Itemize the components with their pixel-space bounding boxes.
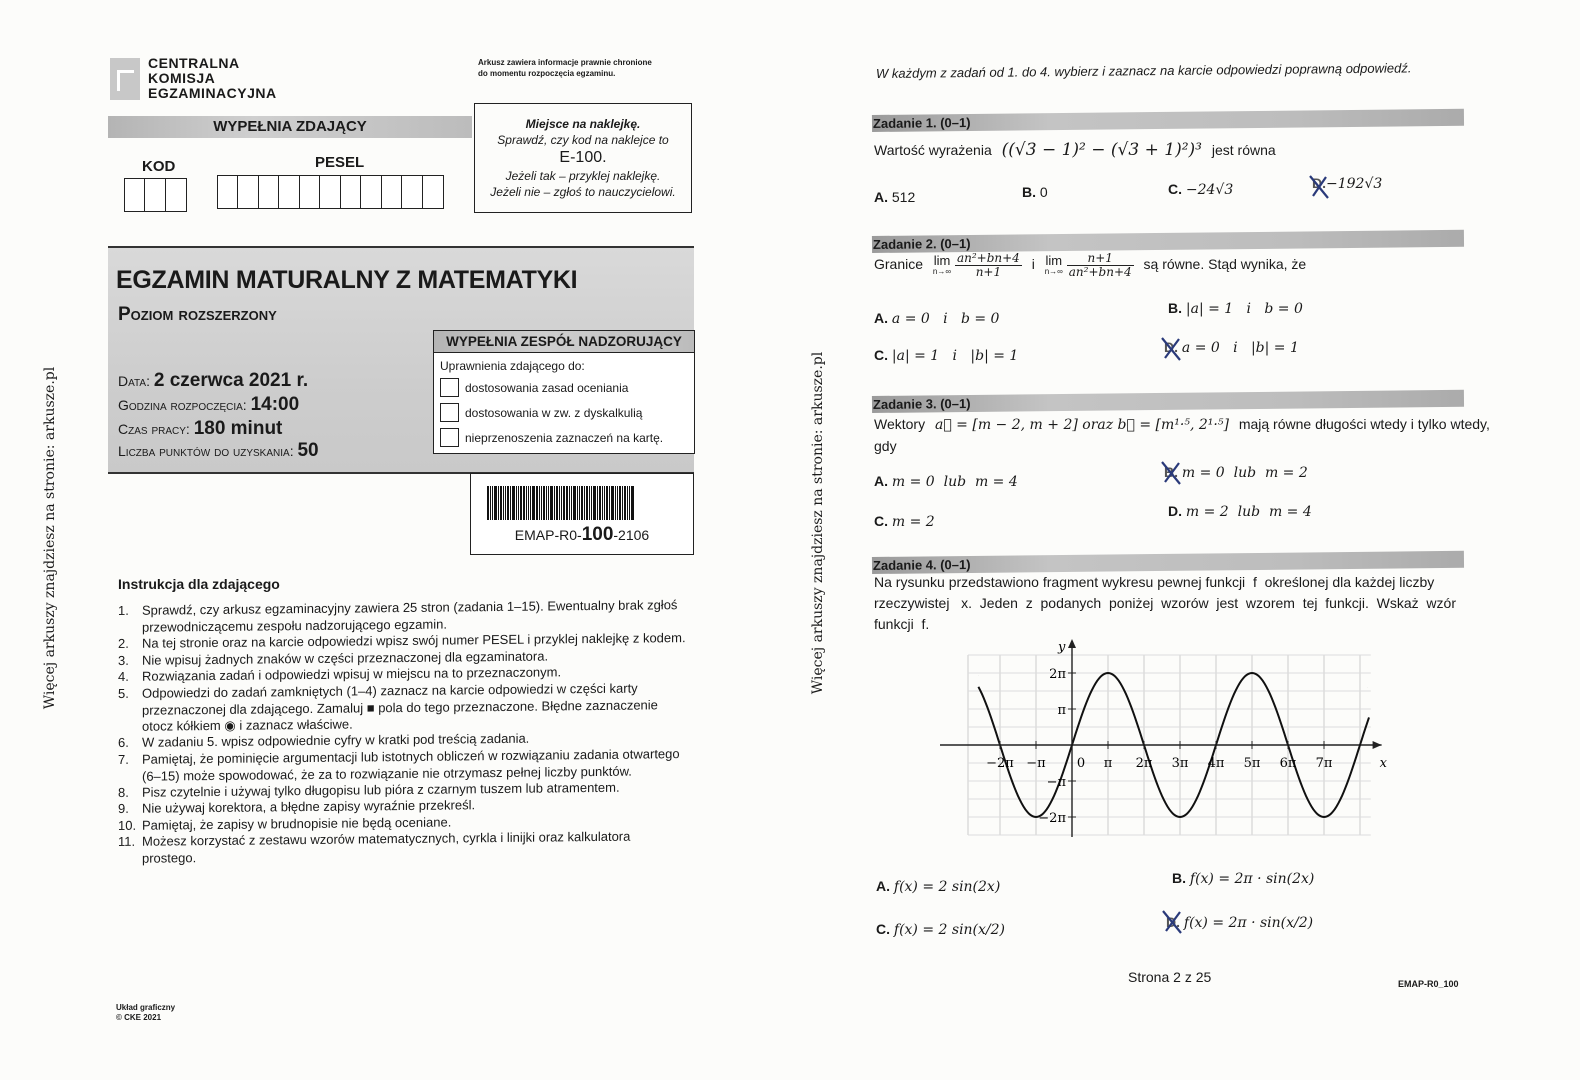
- lim-text: lim: [933, 252, 951, 268]
- checkbox-row[interactable]: [434, 400, 694, 425]
- checkbox-label: nieprzenoszenia zaznaczeń na kartę.: [465, 430, 664, 445]
- protected-note: [478, 57, 698, 79]
- date-value: 2 czerwca 2021 r.: [153, 370, 309, 391]
- checkbox-label: dostosowania zasad oceniania: [465, 380, 629, 395]
- task-4-option-b[interactable]: [1172, 870, 1314, 887]
- y-tick-label: −π: [1046, 775, 1066, 790]
- lim-text: lim: [1045, 252, 1063, 268]
- sticker-code: E-100.: [559, 149, 607, 166]
- option-text: |a| = 1 i b = 0: [1185, 301, 1303, 317]
- points-label: Liczba punktów do uzyskania:: [118, 443, 294, 459]
- task-3-text-a: Wektory: [874, 416, 926, 432]
- y-axis-arrow-icon: [1068, 639, 1076, 648]
- option-letter: D.: [1164, 339, 1178, 355]
- side-url-text: Więcej arkuszy znajdziesz na stronie: arkusze.pl: [42, 366, 58, 710]
- instruction-text: Nie wpisuj żadnych znaków w części przeznaczonej dla egzaminatora.: [142, 647, 549, 668]
- instruction-text: Pamiętaj, że zapisy w brudnopisie nie będą oceniane.: [142, 813, 452, 833]
- checkbox[interactable]: [440, 428, 459, 447]
- task-4-line-3: funkcji f.: [874, 616, 930, 632]
- instruction-number: 6.: [118, 734, 129, 750]
- task-2-option-d[interactable]: [1164, 339, 1299, 356]
- option-text: f(x) = 2 sin(x/2): [893, 922, 1006, 938]
- supervisors-header: WYPEŁNIA ZESPÓŁ NADZORUJĄCY: [434, 331, 694, 353]
- checkbox-row[interactable]: [434, 375, 694, 400]
- cke-logo-icon: [110, 58, 140, 100]
- pesel-boxes[interactable]: [218, 175, 444, 209]
- exam-level: Poziom rozszerzony: [118, 304, 277, 325]
- fraction-1-den: n+1: [975, 265, 1002, 279]
- x-tick-label: 0: [1076, 756, 1086, 771]
- duration-value: 180 minut: [193, 418, 283, 439]
- exam-start-time: [118, 394, 299, 416]
- logo-line-2: KOMISJA: [148, 70, 216, 86]
- option-text: m = 0 lub m = 2: [1181, 465, 1308, 481]
- points-value: 50: [297, 440, 319, 461]
- task-2-text-b: są równe. Stąd wynika, że: [1143, 256, 1307, 273]
- task-2-option-c[interactable]: [874, 347, 1018, 364]
- barcode-suffix: -2106: [613, 527, 650, 543]
- instruction-number: 1.: [118, 602, 129, 618]
- x-axis-arrow-icon: [1373, 741, 1382, 749]
- task-3-text: [874, 416, 1490, 433]
- task-2-option-b[interactable]: [1168, 300, 1303, 317]
- function-graph: [940, 637, 1390, 837]
- supervisors-box: [433, 330, 695, 454]
- footer: [116, 1003, 175, 1023]
- task-1-option-b[interactable]: [1022, 184, 1048, 200]
- option-text: −24√3: [1185, 182, 1234, 198]
- option-letter: D.: [1166, 914, 1180, 930]
- instruction-number: 10.: [118, 817, 137, 833]
- instruction-number: 2.: [118, 635, 129, 651]
- task-4-line-1: Na rysunku przedstawiono fragment wykresu pewnej funkcji f określonej dla każdej liczby: [874, 574, 1435, 590]
- task-3-header: Zadanie 3. (0–1): [872, 390, 1464, 413]
- option-text: a = 0 i b = 0: [891, 311, 1000, 327]
- protected-note-line-2: do momentu rozpoczęcia egzaminu.: [478, 69, 616, 78]
- task-3-text-c: gdy: [874, 438, 897, 454]
- option-text: f(x) = 2π · sin(x/2): [1183, 915, 1314, 931]
- x-axis-label: x: [1379, 756, 1387, 771]
- option-text: m = 2 lub m = 4: [1185, 504, 1312, 520]
- logo-line-1: CENTRALNA: [148, 55, 240, 71]
- instruction-text: Odpowiedzi do zadań zamkniętych (1–4) zaznacz na karcie odpowiedzi w części karty przeznaczonej dla zdającego. Zamaluj ■ pola do tego przeznaczone. Błędne zaznaczenie otocz kółkiem ◉ i zaznacz właściwe.: [142, 680, 658, 734]
- task-2-conj: i: [1031, 256, 1035, 273]
- option-letter: D.: [1312, 175, 1326, 191]
- fraction-1-num: an²+bn+4: [956, 251, 1020, 265]
- option-letter: C.: [1168, 181, 1182, 197]
- task-4-option-c[interactable]: [876, 921, 1005, 938]
- exam-date: [118, 370, 308, 392]
- sticker-line-1: Sprawdź, czy kod na naklejce to: [497, 133, 669, 147]
- instruction-number: 5.: [118, 685, 129, 701]
- barcode-icon: [487, 486, 677, 520]
- task-1-expression: ((√3 − 1)² − (√3 + 1)²)³: [1001, 140, 1202, 160]
- lim-sub: n→∞: [932, 266, 952, 276]
- instruction-text: Na tej stronie oraz na karcie odpowiedzi wpisz swój numer PESEL i przyklej naklejkę z kodem.: [142, 630, 686, 651]
- sticker-title: Miejsce na naklejkę.: [525, 117, 641, 131]
- y-tick-label: −2π: [1038, 811, 1066, 826]
- y-tick-label: 2π: [1049, 667, 1066, 682]
- instruction-number: 7.: [118, 751, 129, 767]
- option-text: m = 0 lub m = 4: [891, 474, 1018, 490]
- x-tick-label: 2π: [1135, 756, 1153, 771]
- task-3-option-d[interactable]: [1168, 503, 1312, 520]
- instruction-item: [118, 680, 688, 735]
- fraction-2-num: n+1: [1067, 252, 1134, 266]
- checkbox[interactable]: [440, 403, 459, 422]
- task-3-vectors: a⃗ = [m − 2, m + 2] oraz b⃗ = [m¹·⁵, 2¹·⁵]: [934, 417, 1229, 433]
- lim-sub: n→∞: [1044, 266, 1063, 276]
- x-tick-label: 6π: [1279, 756, 1297, 771]
- instruction-text: W zadaniu 5. wpisz odpowiednie cyfry w kratki pod treścią zadania.: [142, 730, 530, 750]
- exam-points: [118, 440, 319, 462]
- task-4-header: Zadanie 4. (0–1): [872, 551, 1464, 574]
- barcode-box: [470, 473, 694, 555]
- instruction-number: 9.: [118, 800, 129, 816]
- questions-instruction: W każdym z zadań od 1. do 4. wybierz i zaznacz na karcie odpowiedzi poprawną odpowiedź.: [875, 60, 1412, 81]
- option-letter: C.: [874, 513, 888, 529]
- fraction-1: [955, 252, 1022, 279]
- start-label: Godzina rozpoczęcia:: [118, 397, 247, 413]
- sticker-area: [474, 103, 692, 213]
- fill-by-candidate-header: WYPEŁNIA ZDAJĄCY: [108, 116, 472, 138]
- limit-1: [932, 252, 952, 277]
- task-1-text-b: jest równa: [1211, 142, 1276, 158]
- instruction-text: Pamiętaj, że pominięcie argumentacji lub istotnych obliczeń w rozwiązaniu zadania otwartego (6–15) może spowodować, że za to rozwiązanie nie otrzymasz pełnej liczby punktów.: [142, 745, 680, 783]
- task-3-option-a[interactable]: [874, 473, 1018, 490]
- option-letter: A.: [876, 878, 890, 894]
- instructions-header: Instrukcja dla zdającego: [118, 576, 280, 592]
- option-letter: A.: [874, 310, 888, 326]
- barcode-number: 100: [581, 524, 614, 545]
- instruction-item: [118, 746, 688, 785]
- x-tick-label: 4π: [1207, 756, 1225, 771]
- instruction-text: Pisz czytelnie i używaj tylko długopisu lub pióra z czarnym tuszem lub atramentem.: [142, 779, 620, 800]
- option-letter: B.: [1164, 464, 1178, 480]
- option-text: m = 2: [891, 514, 935, 530]
- instruction-number: 4.: [118, 668, 129, 684]
- task-1-option-c[interactable]: [1168, 181, 1233, 198]
- x-tick-label: −2π: [986, 756, 1014, 771]
- task-2-option-a[interactable]: [874, 310, 999, 327]
- option-letter: B.: [1022, 184, 1036, 200]
- option-text: f(x) = 2π · sin(2x): [1189, 871, 1315, 887]
- instruction-text: Nie używaj korektora, a błędne zapisy wyraźnie przekreśl.: [142, 797, 476, 816]
- page-number: Strona 2 z 25: [1128, 969, 1212, 985]
- sticker-line-3: Jeżeli nie – zgłoś to nauczycielowi.: [490, 185, 676, 199]
- option-letter: B.: [1168, 300, 1182, 316]
- pesel-label: PESEL: [315, 154, 365, 171]
- y-axis-label: y: [1058, 640, 1066, 655]
- checkbox[interactable]: [440, 378, 459, 397]
- kod-label: KOD: [142, 158, 176, 175]
- kod-boxes[interactable]: [125, 178, 187, 212]
- task-1-text-a: Wartość wyrażenia: [874, 142, 992, 158]
- checkbox-label: dostosowania w zw. z dyskalkulią: [465, 405, 643, 420]
- instruction-number: 3.: [118, 652, 129, 668]
- option-text: |a| = 1 i |b| = 1: [891, 348, 1019, 364]
- cke-logo: [110, 56, 277, 101]
- answer-cross-icon: [1308, 174, 1332, 200]
- exam-duration: [118, 418, 282, 440]
- instruction-number: 8.: [118, 784, 129, 800]
- limit-2: [1044, 252, 1063, 277]
- task-4-option-d[interactable]: [1166, 914, 1313, 931]
- task-1-header: Zadanie 1. (0–1): [872, 109, 1464, 132]
- instruction-text: Sprawdź, czy arkusz egzaminacyjny zawiera 25 stron (zadania 1–15). Ewentualny brak zgłoś przewodniczącemu zespołu nadzorującego egzamin.: [142, 597, 678, 635]
- task-3-option-b[interactable]: [1164, 464, 1308, 481]
- checkbox-row[interactable]: [434, 425, 694, 450]
- barcode-prefix: EMAP-R0-: [514, 527, 582, 543]
- option-text: f(x) = 2 sin(2x): [893, 879, 1001, 895]
- footer-line-1: Układ graficzny: [116, 1003, 176, 1012]
- y-tick-label: π: [1057, 703, 1066, 718]
- instruction-text: Rozwiązania zadań i odpowiedzi wpisuj w miejscu na to przeznaczonym.: [142, 664, 562, 684]
- option-text: a = 0 i |b| = 1: [1181, 340, 1299, 356]
- side-url-text: Więcej arkuszy znajdziesz na stronie: arkusze.pl: [810, 351, 826, 695]
- protected-note-line-1: Arkusz zawiera informacje prawnie chronione: [478, 58, 652, 67]
- duration-label: Czas pracy:: [118, 421, 190, 437]
- x-tick-label: 5π: [1243, 756, 1261, 771]
- option-letter: A.: [874, 189, 888, 205]
- task-4-line-2: rzeczywistej x. Jeden z podanych poniżej wzorów jest wzorem tej funkcji. Wskaż wzór: [874, 595, 1456, 611]
- instructions-list: [118, 597, 688, 866]
- option-letter: D.: [1168, 503, 1182, 519]
- task-4-option-a[interactable]: [876, 878, 1000, 895]
- answer-cross-icon: [1160, 336, 1184, 362]
- option-text: 512: [891, 189, 916, 205]
- option-letter: A.: [874, 473, 888, 489]
- task-1-text: [874, 140, 1276, 160]
- fraction-2-den: an²+bn+4: [1068, 265, 1132, 279]
- footer-line-2: © CKE 2021: [116, 1013, 162, 1022]
- date-label: Data:: [118, 373, 150, 389]
- barcode-text: [471, 524, 693, 546]
- logo-line-3: EGZAMINACYJNA: [148, 85, 277, 101]
- option-letter: C.: [876, 921, 890, 937]
- start-value: 14:00: [250, 394, 300, 415]
- answer-cross-icon: [1160, 460, 1184, 486]
- page-code: EMAP-R0_100: [1398, 979, 1459, 989]
- sticker-line-2: Jeżeli tak – przyklej naklejkę.: [505, 169, 661, 183]
- exam-title: EGZAMIN MATURALNY Z MATEMATYKI: [116, 266, 578, 294]
- option-letter: B.: [1172, 870, 1186, 886]
- x-tick-label: π: [1103, 756, 1113, 771]
- task-2-header: Zadanie 2. (0–1): [872, 230, 1464, 253]
- answer-cross-icon: [1161, 909, 1185, 935]
- x-tick-label: 3π: [1171, 756, 1189, 771]
- option-letter: C.: [874, 347, 888, 363]
- fraction-2: [1067, 252, 1134, 279]
- x-tick-label: −π: [1026, 756, 1046, 771]
- x-tick-label: 7π: [1315, 756, 1333, 771]
- option-text: 0: [1039, 184, 1048, 200]
- task-3-text-b: mają równe długości wtedy i tylko wtedy,: [1238, 416, 1490, 432]
- instruction-item: [118, 828, 688, 867]
- task-2-text: [874, 252, 1306, 279]
- option-text: −192√3: [1326, 176, 1383, 192]
- instruction-number: 11.: [118, 833, 136, 849]
- supervisors-intro: Uprawnienia zdającego do:: [440, 359, 585, 373]
- task-3-option-c[interactable]: [874, 513, 935, 530]
- instruction-text: Możesz korzystać z zestawu wzorów matematycznych, cyrkla i linijki oraz kalkulatora prostego.: [142, 828, 631, 866]
- task-2-text-a: Granice: [874, 256, 924, 273]
- task-1-option-a[interactable]: [874, 189, 915, 205]
